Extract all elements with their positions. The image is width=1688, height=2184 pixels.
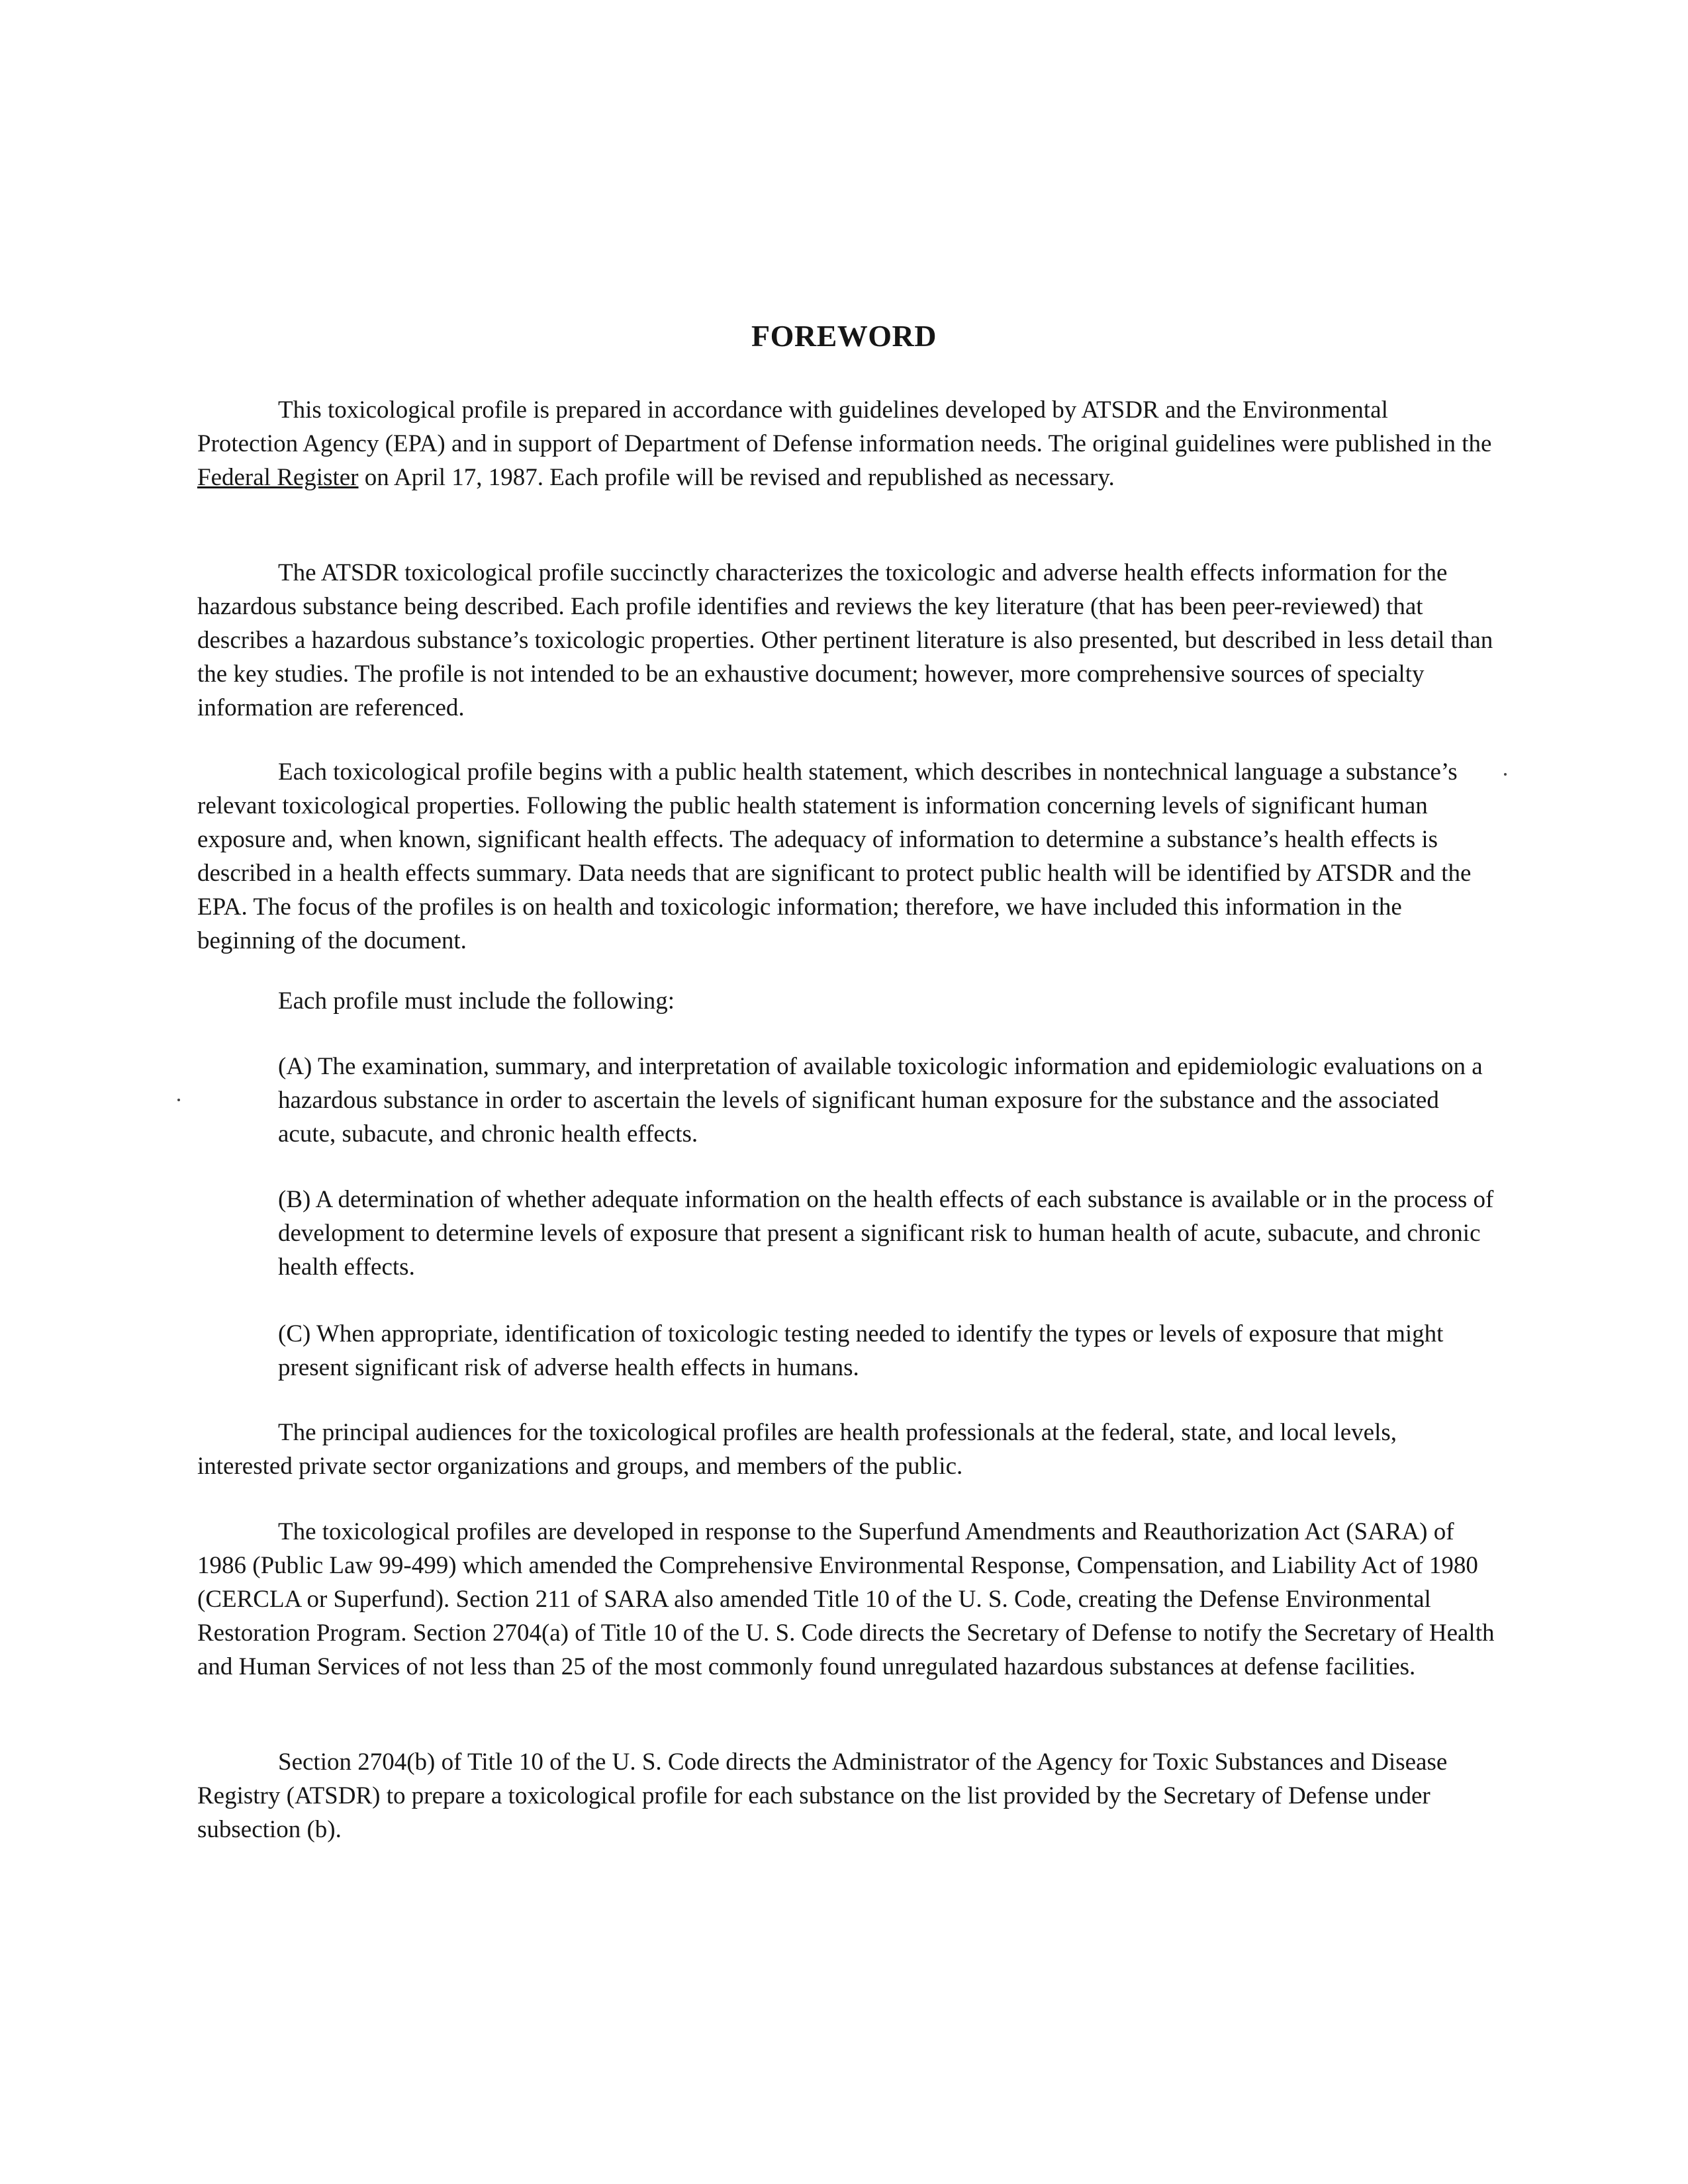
list-item-b: (B) A determination of whether adequate information on the health effects of each substance is available or in the process of development to determine levels of exposure that present a significant risk to human health of acute, subacute, and chronic health effects. <box>278 1186 1494 1281</box>
paragraph-public-health-statement: Each toxicological profile begins with a public health statement, which describes in nontechnical language a substance’s relevant toxicological properties. Following the public health statement is information concerning levels of significant human exposure and, when known, significant health effects. The adequacy of information to determine a substance’s health effects is described in a health effects summary. Data needs that are significant to protect public health will be identified by ATSDR and the EPA. The focus of the profiles is on health and toxicologic information; therefore, we have included this information in the beginning of the document. <box>197 758 1472 954</box>
federal-register-reference: Federal Register <box>197 464 359 491</box>
paragraph-audiences: The principal audiences for the toxicological profiles are health professionals at the federal, state, and local levels, interested private sector organizations and groups, and members of the public. <box>197 1419 1397 1480</box>
list-item-a: (A) The examination, summary, and interpretation of available toxicologic information and epidemiologic evaluations on a hazardous substance in order to ascertain the levels of significant human exposure for the substance and the associated acute, subacute, and chronic health effects. <box>278 1053 1483 1148</box>
paragraph-requirements-intro: Each profile must include the following: <box>278 987 675 1015</box>
scan-speck <box>177 1099 180 1101</box>
paragraph-profile-description: The ATSDR toxicological profile succinctly characterizes the toxicologic and adverse health effects information for the hazardous substance being described. Each profile identifies and reviews the key literature (that has been peer-reviewed) that describes a hazardous substance’s toxicologic properties. Other pertinent literature is also presented, but described in less detail than the key studies. The profile is not intended to be an exhaustive document; however, more comprehensive sources of specialty information are referenced. <box>197 559 1493 721</box>
paragraph-guidelines-text-start: This toxicological profile is prepared in accordance with guidelines developed by ATSDR and the Environmental Protection Agency (EPA) and in support of Department of Defense information needs. The original guidelines were published in the <box>197 396 1492 457</box>
paragraph-guidelines <box>197 393 1495 494</box>
page-title: FOREWORD <box>751 319 937 353</box>
paragraph-section-2704b: Section 2704(b) of Title 10 of the U. S. Code directs the Administrator of the Agency for Toxic Substances and Disease Registry (ATSDR) to prepare a toxicological profile for each substance on the list provided by the Secretary of Defense under subsection (b). <box>197 1749 1448 1843</box>
paragraph-guidelines-text-end: on April 17, 1987. Each profile will be revised and republished as necessary. <box>358 464 1115 491</box>
scan-speck <box>1504 773 1507 776</box>
list-item-c: (C) When appropriate, identification of toxicologic testing needed to identify the types or levels of exposure that might present significant risk of adverse health effects in humans. <box>278 1320 1444 1381</box>
paragraph-sara-legislation: The toxicological profiles are developed in response to the Superfund Amendments and Reauthorization Act (SARA) of 1986 (Public Law 99-499) which amended the Comprehensive Environmental Response, Compensation, and Liability Act of 1980 (CERCLA or Superfund). Section 211 of SARA also amended Title 10 of the U. S. Code, creating the Defense Environmental Restoration Program. Section 2704(a) of Title 10 of the U. S. Code directs the Secretary of Defense to notify the Secretary of Health and Human Services of not less than 25 of the most commonly found unregulated hazardous substances at defense facilities. <box>197 1518 1495 1680</box>
